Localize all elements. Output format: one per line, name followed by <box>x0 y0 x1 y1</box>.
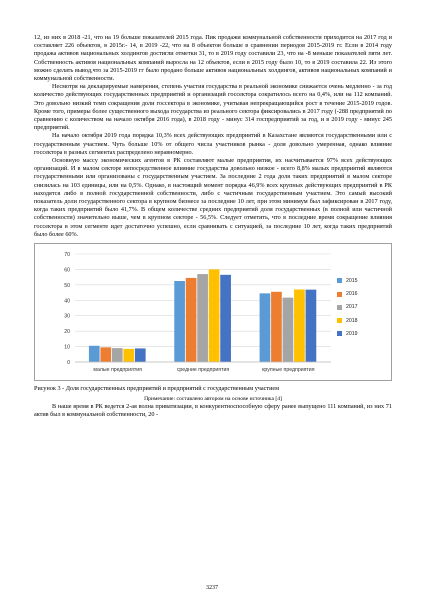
legend-label: 2018 <box>346 317 358 324</box>
bar-2016 <box>271 292 282 362</box>
legend-swatch <box>337 318 342 323</box>
bar-2019 <box>135 349 146 363</box>
legend-item <box>337 301 387 314</box>
bar-2018 <box>209 270 220 363</box>
legend-swatch <box>337 331 342 336</box>
bar-2017 <box>112 348 123 362</box>
bar-2015 <box>260 293 271 362</box>
legend-label: 2016 <box>346 291 358 298</box>
bar-2017 <box>283 298 294 362</box>
paragraph: 12, из них в 2018 -21, что на 19 больше показателей 2015 года. Пик продажи коммунальной собственности приходится на 2017 год и составляет 226 объектов, в 2015г.- 14, в 2019 -22, что на 8 объектов больше в сравнении периодов 2015-2019 гг. Если в 2014 году продажа активов национальных холдингов достигли отметки 31, то в 2019 году составили 23, что на -8 меньше показателей пяти лет. Собственность активов национальных компаний выросла на 12 объектов, если в 2015 году было 10, то в 2019 составила 22. Из этого можно сделать вывод,что за 2015-2019 гг было продано больше активов национальных холдингов, активов национальных компаний и коммунальной собственности. <box>34 34 392 83</box>
y-tick-label: 70 <box>64 252 70 259</box>
y-tick-label: 60 <box>64 267 70 274</box>
bar-2018 <box>123 349 134 362</box>
y-tick-label: 20 <box>64 329 70 336</box>
bar-2015 <box>89 346 100 362</box>
paragraph: Несмотря на декларируемые намерения, степень участия государства в реальной экономике снижается очень медленно - за год количество действующих государственных предприятий и организаций госсектора сократилось всего на 0,4%, или на 112 компаний. Это довольно низкий темп сокращения доли госсектора в экономике, учитывая непрекращающийся рост в течение 2015-2019 годов. Кроме того, примеры более существенного выхода государства из реального сектора фиксировались в 2017 году (-288 предприятий по сравнению с количеством на начало октября 2016 года), в 2018 году - минус 314 госпредприятий за год, и в 2019 году - минус 245 предприятий. <box>34 83 392 132</box>
document-page <box>34 34 392 420</box>
body-text-bottom <box>34 403 392 419</box>
legend-swatch <box>337 278 342 283</box>
legend-label: 2015 <box>346 277 358 284</box>
y-tick-label: 10 <box>64 344 70 351</box>
y-tick-label: 0 <box>67 360 70 367</box>
paragraph: На начало октября 2019 года порядка 10,3% всех действующих предприятий в Казахстане являются государственными или с государственным участием. Чуть больше 10% от общего числа участников рынка - доля довольно умеренная, однако влияние госсектора в разных сегментах распределено неравномерно. <box>34 132 392 156</box>
bar-2017 <box>197 274 208 362</box>
page-number: 3237 <box>206 585 218 591</box>
bar-2016 <box>100 347 111 362</box>
x-category-label: малые предприятия <box>93 367 142 374</box>
body-text-top <box>34 34 392 239</box>
bar-2015 <box>174 281 185 362</box>
paragraph: В наше время в РК ведется 2-ая волна приватизации, в конкурентноспособную сферу ранее выпущено 111 компаний, из них 71 актив был в коммунальной собственности, 20 - <box>34 403 392 419</box>
legend-label: 2019 <box>346 330 358 337</box>
legend-item <box>337 274 387 287</box>
legend-label: 2017 <box>346 304 358 311</box>
legend-swatch <box>337 305 342 310</box>
bar-2019 <box>220 275 231 362</box>
chart-legend <box>337 274 387 340</box>
figure-note: Примечание: составлено автором на основе источника [4] <box>144 396 282 403</box>
figure-caption: Рисунок 3 - Доля государственных предприятий и предприятий с государственным участием <box>34 385 280 393</box>
legend-item <box>337 327 387 340</box>
bar-2016 <box>186 278 197 362</box>
x-category-label: крупные предприятия <box>262 367 315 374</box>
y-tick-label: 40 <box>64 298 70 305</box>
legend-item <box>337 287 387 300</box>
bar-2018 <box>294 290 305 363</box>
x-category-label: средние предприятия <box>176 367 230 374</box>
paragraph: Основную массу экономических агентов в РК составляют малые предприятия, их насчитывается 97% всех действующих организаций. И в малом секторе непосредственное влияние государства довольно низкое - всего 8,8% малых предприятий являются государственными или организованы с государственным участием. За последние 2 года доля таких предприятий в малом секторе снизилась на 103 единицы, или на 0,5%. Однако, в настоящий момент порядка 46,9% всех крупных действующих предприятий в РК находятся либо в полной государственной собственности, либо с частичным государственным участием. Это самый высокий показатель доли государственного сектора в крупном бизнесе за последние 10 лет, при этом минимум был зафиксирован в 2017 году, когда таких предприятий было 41,7%. В общем количестве средних предприятий доля государственных (в полной или частичной собственности) значительно выше, чем в крупном секторе - 56,5%. Следует отметить, что в последние время сокращение влияния госсектора в этом сегменте идет достаточно успешно, если сравнивать с ситуацией, за последние 10 лет, когда таких предприятий было более 60%. <box>34 157 392 238</box>
y-tick-label: 30 <box>64 313 70 320</box>
bar-2019 <box>306 290 317 362</box>
y-tick-label: 50 <box>64 282 70 289</box>
legend-swatch <box>337 292 342 297</box>
bar-chart <box>34 243 392 381</box>
legend-item <box>337 314 387 327</box>
